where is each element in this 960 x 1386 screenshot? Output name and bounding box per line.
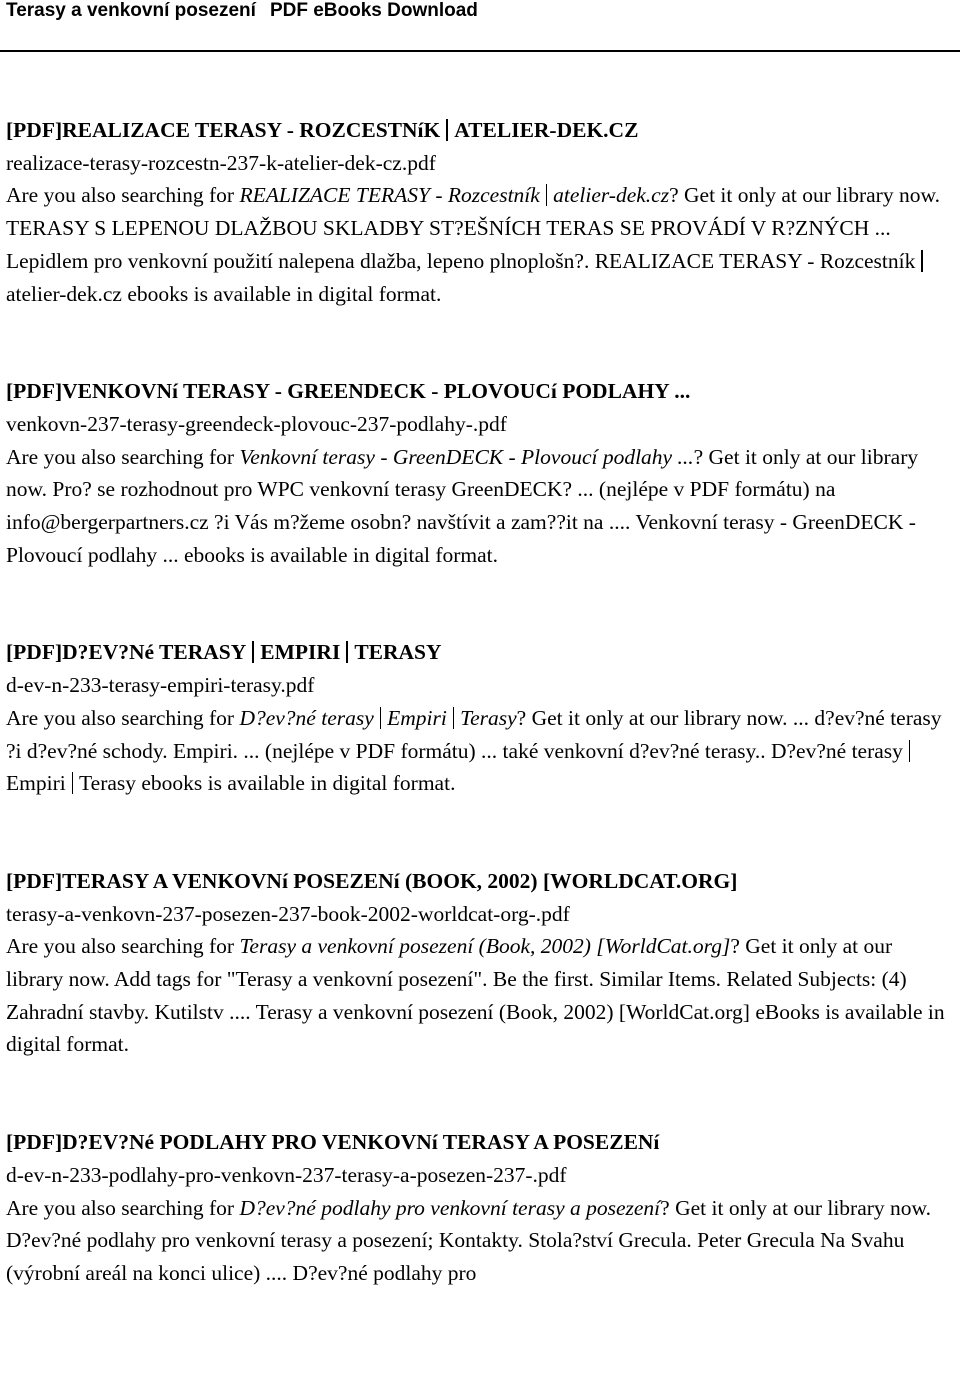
- result-title[interactable]: [6, 375, 954, 408]
- result-entry: [6, 865, 954, 1061]
- search-term-part: D?ev?né terasy: [239, 705, 374, 730]
- separator-bar: [446, 119, 448, 141]
- search-prefix: Are you also searching for: [6, 705, 240, 730]
- page-header: [0, 0, 960, 22]
- search-prefix: Are you also searching for: [6, 444, 240, 469]
- search-term: D?ev?né podlahy pro venkovní terasy a posezení: [239, 1195, 661, 1220]
- title-part: [PDF]D?EV?Né PODLAHY PRO VENKOVNí TERASY A POSEZENí: [6, 1130, 660, 1155]
- search-prefix: Are you also searching for: [6, 934, 240, 959]
- search-term-part: Empiri: [387, 705, 447, 730]
- result-entry: [6, 375, 954, 571]
- title-part: [PDF]TERASY A VENKOVNí POSEZENí (BOOK, 2002) [WORLDCAT.ORG]: [6, 868, 738, 893]
- result-filename[interactable]: venkovn-237-terasy-greendeck-plovouc-237-podlahy-.pdf: [6, 411, 507, 436]
- header-title: Terasy a venkovní posezení: [6, 0, 256, 21]
- search-prefix: Are you also searching for: [6, 1195, 240, 1220]
- result-filename[interactable]: terasy-a-venkovn-237-posezen-237-book-2002-worldcat-org-.pdf: [6, 901, 570, 926]
- separator-bar: [252, 641, 254, 663]
- search-term-part: REALIZACE TERASY - Rozcestník: [239, 183, 540, 208]
- separator-bar: [346, 641, 348, 663]
- result-entry: [6, 114, 954, 310]
- result-title[interactable]: [6, 1126, 954, 1159]
- result-title[interactable]: [6, 636, 954, 669]
- result-description: [6, 702, 954, 800]
- description-text: Empiri: [6, 771, 66, 796]
- description-text: ? Get it only at our library now. Pro? se rozhodnout pro WPC venkovní terasy GreenDECK? ... (nejlépe v PDF formátu) na info@bergerpartners.cz ?i Vás m?žeme osobn? navštívit a zam??it na .... Venkovní terasy - GreenDECK - Plovoucí podlahy ... ebooks is available in digital format.: [6, 444, 919, 567]
- separator-bar: [909, 740, 910, 762]
- results-list: [6, 114, 954, 1290]
- result-entry: [6, 1126, 954, 1290]
- result-title[interactable]: [6, 865, 954, 898]
- separator-bar: [72, 772, 73, 794]
- result-filename[interactable]: d-ev-n-233-podlahy-pro-venkovn-237-terasy-a-posezen-237-.pdf: [6, 1162, 567, 1187]
- separator-bar: [380, 707, 381, 729]
- result-description: [6, 930, 954, 1061]
- description-text: atelier-dek.cz ebooks is available in digital format.: [6, 281, 442, 306]
- search-term: Terasy a venkovní posezení (Book, 2002) [WorldCat.org]: [239, 934, 731, 959]
- description-text: ? Get it only at our library now. TERASY S LEPENOU DLAŽBOU SKLADBY ST?EŠNÍCH TERAS SE PROVÁDÍ V R?ZNÝCH ... Lepidlem pro venkovní použití nalepena dlažba, lepeno plnoplošn?. REALIZACE TERASY - Rozcestník: [6, 183, 940, 273]
- separator-bar: [453, 707, 454, 729]
- result-description: [6, 441, 954, 572]
- title-part: [PDF]D?EV?Né TERASY: [6, 640, 247, 665]
- search-term-part: atelier-dek.cz: [553, 183, 670, 208]
- search-prefix: Are you also searching for: [6, 183, 240, 208]
- search-term: Venkovní terasy - GreenDECK - Plovoucí podlahy ...: [239, 444, 694, 469]
- search-term: [239, 706, 516, 730]
- result-description: [6, 179, 954, 310]
- description-text: ? Get it only at our library now. ... d?ev?né terasy ?i d?ev?né schody. Empiri. ... (nejlépe v PDF formátu) ... také venkovní d?ev?né terasy.. D?ev?né terasy: [6, 705, 942, 763]
- result-entry: [6, 636, 954, 800]
- description-text: ? Get it only at our library now. D?ev?né podlahy pro venkovní terasy a posezení; Kontakty. Stola?ství Grecula. Peter Grecula Na Svahu (výrobní areál na konci ulice) .... D?ev?né podlahy pro: [6, 1195, 932, 1285]
- separator-bar: [546, 184, 547, 206]
- result-filename[interactable]: realizace-terasy-rozcestn-237-k-atelier-dek-cz.pdf: [6, 150, 436, 175]
- title-part: EMPIRI: [260, 640, 341, 665]
- header-subtitle: PDF eBooks Download: [269, 0, 478, 21]
- description-text: ? Get it only at our library now. Add tags for "Terasy a venkovní posezení". Be the first. Similar Items. Related Subjects: (4) Zahradní stavby. Kutilstv .... Terasy a venkovní posezení (Book, 2002) [WorldCat.org] eBooks is available in digital format.: [6, 934, 945, 1057]
- result-title[interactable]: [6, 114, 954, 147]
- result-description: [6, 1192, 954, 1290]
- title-part: ATELIER-DEK.CZ: [454, 118, 639, 142]
- title-part: TERASY: [354, 640, 442, 665]
- title-part: [PDF]VENKOVNí TERASY - GREENDECK - PLOVOUCí PODLAHY ...: [6, 379, 691, 404]
- result-filename[interactable]: d-ev-n-233-terasy-empiri-terasy.pdf: [6, 673, 315, 698]
- separator-bar: [921, 250, 922, 272]
- header-divider: [0, 50, 960, 52]
- description-text: Terasy ebooks is available in digital format.: [79, 771, 456, 796]
- search-term: [239, 183, 669, 207]
- search-term-part: Terasy: [460, 705, 517, 730]
- title-part: [PDF]REALIZACE TERASY - ROZCESTNíK: [6, 118, 441, 142]
